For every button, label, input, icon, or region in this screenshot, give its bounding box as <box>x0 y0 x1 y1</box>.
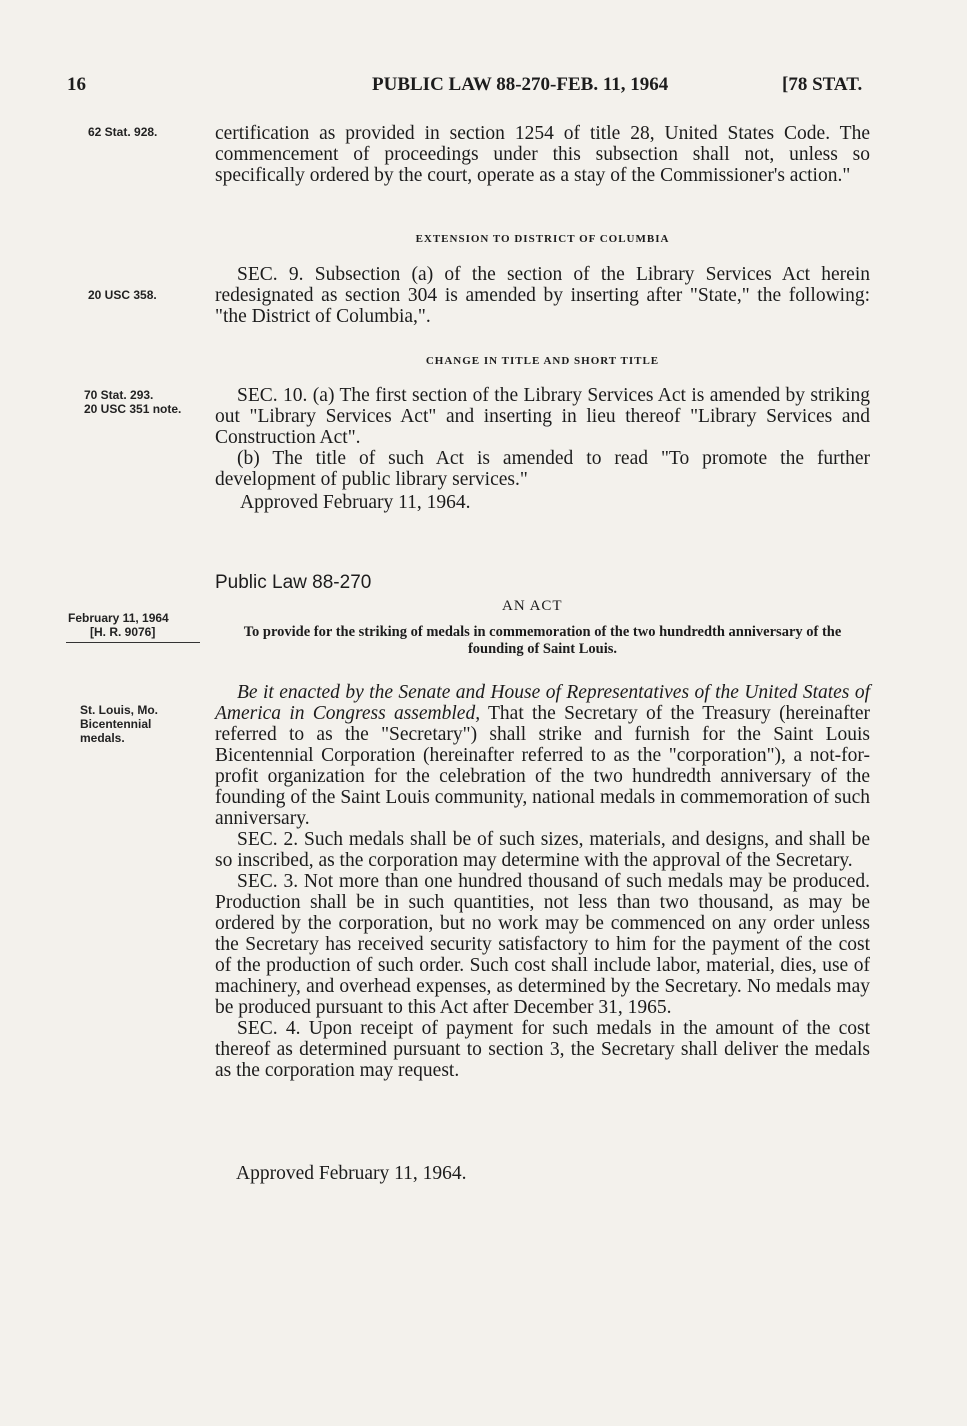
act-approved-date: Approved February 11, 1964. <box>236 1163 467 1184</box>
section-4: SEC. 4. Upon receipt of payment for such medals in the amount of the cost thereof as determined pursuant to section 3, the Secretary shall deliver the medals as the corporation may request. <box>215 1018 870 1081</box>
margin-rule <box>66 642 200 643</box>
margin-note-62-stat: 62 Stat. 928. <box>88 125 158 139</box>
margin-note-20-usc-351: 20 USC 351 note. <box>84 402 182 416</box>
an-act-heading: AN ACT <box>502 598 563 614</box>
section-2: SEC. 2. Such medals shall be of such sizes, materials, and designs, and shall be so inscribed, as the corporation may determine with the approval of the Secretary. <box>215 829 870 871</box>
section-10-b: (b) The title of such Act is amended to read "To promote the further development of public library services." <box>215 448 870 490</box>
volume-reference: [78 STAT. <box>782 74 863 95</box>
margin-note-date: February 11, 1964 <box>68 611 169 625</box>
heading-change-title: CHANGE IN TITLE AND SHORT TITLE <box>425 355 660 367</box>
running-title: PUBLIC LAW 88-270-FEB. 11, 1964 <box>372 74 669 95</box>
prior-approved-date: Approved February 11, 1964. <box>240 492 471 513</box>
act-body <box>215 682 870 1081</box>
section-3: SEC. 3. Not more than one hundred thousand of such medals may be produced. Production shall be in such quantities, not less than two thousand, as may be ordered by the corporation, but no work may be commenced on any order unless the Secretary has received security satisfactory to him for the payment of the cost of the production of such order. Such cost shall include labor, material, dies, use of machinery, and overhead expenses, as determined by the Secretary. No medals may be produced pursuant to this Act after December 31, 1965. <box>215 871 870 1018</box>
section-1: That the Secretary of the Treasury (hereinafter referred to as the "Secretary") shall strike and furnish for the Saint Louis Bicentennial Corporation (hereinafter referred to as the "corporation"), a not-for-profit organization for the celebration of the two hundredth anniversary of the founding of the Saint Louis community, national medals in commemoration of such anniversary. <box>215 703 870 829</box>
margin-note-subject-3: medals. <box>80 731 125 745</box>
margin-note-subject-2: Bicentennial <box>80 717 152 731</box>
page-number: 16 <box>67 74 86 95</box>
section-10 <box>215 385 870 490</box>
section-10-a: SEC. 10. (a) The first section of the Library Services Act is amended by striking out "Library Services Act" and inserting in lieu thereof "Library Services and Construction Act". <box>215 385 870 448</box>
act-purpose: To provide for the striking of medals in commemoration of the two hundredth anniversary of the founding of Saint Louis. <box>243 624 842 657</box>
enacting-clause: Be it enacted by the Senate and House of Representatives of the United States of America in Congress assembled, <box>215 682 870 724</box>
margin-note-bill-number: [H. R. 9076] <box>90 625 156 639</box>
margin-note-70-stat: 70 Stat. 293. <box>84 388 154 402</box>
public-law-title: Public Law 88-270 <box>215 572 372 593</box>
prior-section-continuation: certification as provided in section 1254 of title 28, United States Code. The commencement of proceedings under this subsection shall not, unless so specifically ordered by the court, operate as a stay of the Commissioner's action." <box>215 123 870 186</box>
section-9: SEC. 9. Subsection (a) of the section of the Library Services Act herein redesignated as section 304 is amended by inserting after "State," the following: "the District of Columbia,". <box>215 264 870 327</box>
margin-note-subject-1: St. Louis, Mo. <box>80 703 158 717</box>
margin-note-20-usc-358: 20 USC 358. <box>88 288 157 302</box>
heading-extension-dc: EXTENSION TO DISTRICT OF COLUMBIA <box>415 233 670 245</box>
